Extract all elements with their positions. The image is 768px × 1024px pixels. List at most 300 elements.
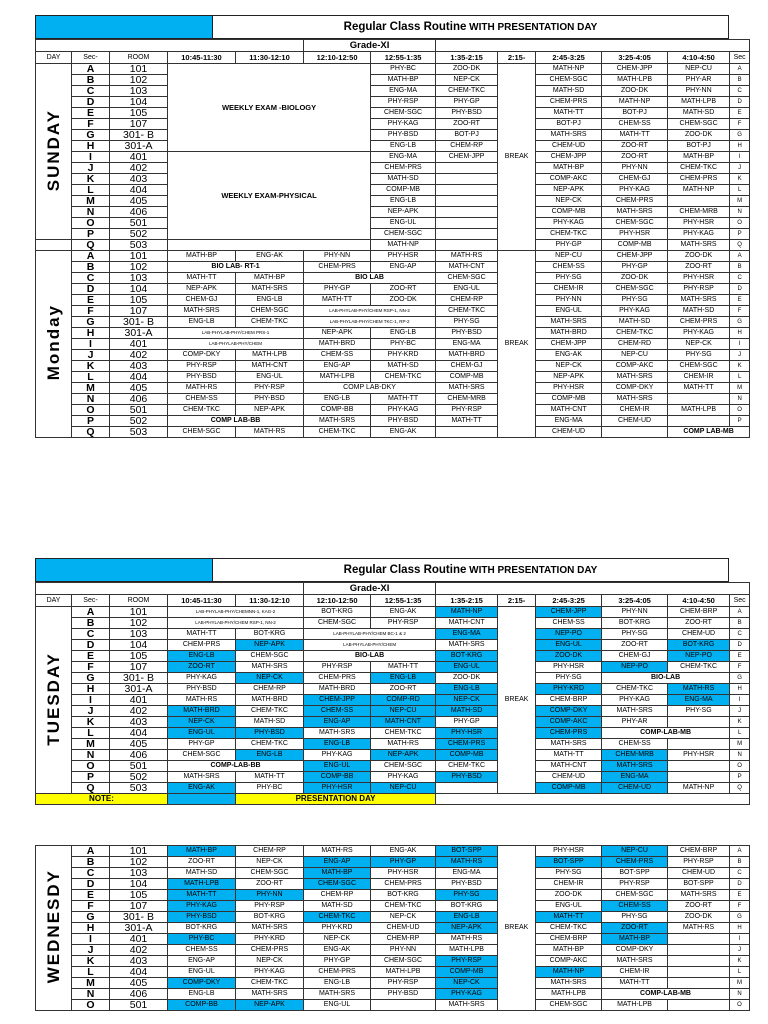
class-cell: MATH-SRS bbox=[536, 739, 602, 750]
class-cell: NEP-CK bbox=[168, 717, 236, 728]
section-cell: Q bbox=[72, 783, 110, 794]
class-cell: PHY-SG bbox=[536, 673, 602, 684]
table-row bbox=[36, 989, 750, 1000]
section-ref: N bbox=[730, 989, 750, 1000]
class-cell: CHEM-SS bbox=[536, 618, 602, 629]
class-cell: PHY-KAG bbox=[602, 306, 668, 317]
class-cell: NEP-CK bbox=[436, 978, 498, 989]
class-cell: CHEM-PRS bbox=[236, 945, 304, 956]
class-cell: BOT-PJ bbox=[602, 108, 668, 119]
class-cell: CHEM-SS bbox=[536, 262, 602, 273]
class-cell: NEP-APK bbox=[236, 1000, 304, 1011]
section-cell: J bbox=[72, 163, 110, 174]
class-cell: PHY-AR bbox=[602, 717, 668, 728]
class-cell bbox=[436, 174, 498, 185]
class-cell: MATH-RS bbox=[436, 934, 498, 945]
class-cell: ENG-AP bbox=[304, 857, 371, 868]
class-cell: MATH-CNT bbox=[371, 717, 436, 728]
table-row bbox=[36, 350, 750, 361]
class-cell: ENG-AK bbox=[371, 607, 436, 618]
class-cell: MATH-BP bbox=[602, 934, 668, 945]
break-cell: BREAK bbox=[498, 846, 536, 1011]
class-cell: ENG-UL bbox=[168, 967, 236, 978]
class-cell bbox=[668, 739, 730, 750]
class-cell: CHEM-UD bbox=[602, 783, 668, 794]
class-cell: MATH-TT bbox=[602, 130, 668, 141]
class-cell: CHEM-SGC bbox=[371, 761, 436, 772]
table-row bbox=[36, 251, 750, 262]
section-ref: I bbox=[730, 934, 750, 945]
class-cell: PHY-BSD bbox=[436, 772, 498, 783]
class-cell: PHY-GP bbox=[436, 97, 498, 108]
class-cell: PHY-BSD bbox=[371, 416, 436, 427]
class-cell: PHY-GP bbox=[304, 956, 371, 967]
section-cell: N bbox=[72, 394, 110, 405]
class-cell: MATH-SRS bbox=[236, 662, 304, 673]
class-cell: NEP-APK bbox=[436, 923, 498, 934]
section-ref: B bbox=[730, 618, 750, 629]
class-cell: COMP-MB bbox=[536, 394, 602, 405]
class-cell: MATH-SRS bbox=[602, 372, 668, 383]
class-cell: CHEM-GJ bbox=[602, 174, 668, 185]
table-row bbox=[36, 618, 750, 629]
class-cell: ENG-AP bbox=[168, 956, 236, 967]
section-ref: O bbox=[730, 218, 750, 229]
class-cell: MATH-SD bbox=[304, 901, 371, 912]
class-cell: CHEM-SGC bbox=[371, 108, 436, 119]
class-cell: CHEM-PRS bbox=[668, 317, 730, 328]
class-cell: MATH-SRS bbox=[536, 130, 602, 141]
class-cell: MATH-SRS bbox=[168, 306, 236, 317]
section-ref: J bbox=[730, 163, 750, 174]
room-cell: 103 bbox=[110, 629, 168, 640]
column-header: 3:25-4:05 bbox=[602, 595, 668, 607]
class-cell: COMP-MB bbox=[536, 207, 602, 218]
class-cell: MATH-RS bbox=[668, 923, 730, 934]
room-cell: 102 bbox=[110, 75, 168, 86]
section-cell: L bbox=[72, 728, 110, 739]
table-row bbox=[36, 640, 750, 651]
table-row bbox=[36, 416, 750, 427]
class-cell: ENG-LB bbox=[371, 673, 436, 684]
section-ref: H bbox=[730, 923, 750, 934]
class-cell: NEP-CU bbox=[371, 706, 436, 717]
class-cell: BOT-SPP bbox=[602, 868, 668, 879]
room-cell: 403 bbox=[110, 956, 168, 967]
section-cell: C bbox=[72, 868, 110, 879]
class-cell: MATH-LPB bbox=[168, 879, 236, 890]
table-row bbox=[36, 857, 750, 868]
class-cell: ENG-AK bbox=[536, 350, 602, 361]
lab-span: BIO LAB- RT-1 bbox=[168, 262, 304, 273]
table-row bbox=[36, 967, 750, 978]
section-cell: A bbox=[72, 64, 110, 75]
class-cell: COMP-DKY bbox=[536, 706, 602, 717]
column-header: 10:45-11:30 bbox=[168, 595, 236, 607]
grade-spacer bbox=[436, 583, 750, 595]
class-cell: ENG-MA bbox=[436, 339, 498, 350]
class-cell: CHEM-RP bbox=[436, 295, 498, 306]
column-header: Sec bbox=[730, 52, 750, 64]
class-cell: PHY-AR bbox=[668, 75, 730, 86]
class-cell: PHY-KAG bbox=[371, 772, 436, 783]
section-cell: O bbox=[72, 405, 110, 416]
room-cell: 404 bbox=[110, 185, 168, 196]
section-ref: L bbox=[730, 967, 750, 978]
routine-title: Regular Class Routine WITH PRESENTATION DAY bbox=[343, 21, 598, 33]
class-cell: PHY-BSD bbox=[436, 108, 498, 119]
class-cell bbox=[436, 783, 498, 794]
column-header: Sec bbox=[730, 595, 750, 607]
class-cell: MATH-TT bbox=[668, 383, 730, 394]
section-cell: K bbox=[72, 174, 110, 185]
table-row bbox=[36, 750, 750, 761]
class-cell: PHY-KAG bbox=[371, 119, 436, 130]
class-cell: ZOO-DK bbox=[602, 273, 668, 284]
table-row bbox=[36, 405, 750, 416]
room-cell: 301- B bbox=[110, 673, 168, 684]
note-label: NOTE: bbox=[36, 794, 168, 805]
class-cell: PHY-RSP bbox=[602, 879, 668, 890]
class-cell: CHEM-UD bbox=[602, 416, 668, 427]
section-ref: M bbox=[730, 196, 750, 207]
section-ref: I bbox=[730, 339, 750, 350]
class-cell: ENG-AK bbox=[371, 846, 436, 857]
class-cell: ZOO-DK bbox=[602, 86, 668, 97]
class-cell: PHY-NN bbox=[371, 945, 436, 956]
class-cell: CHEM-JPP bbox=[536, 152, 602, 163]
class-cell: MATH-LPB bbox=[668, 97, 730, 108]
room-cell: 107 bbox=[110, 119, 168, 130]
class-cell: PHY-GP bbox=[304, 284, 371, 295]
table-row bbox=[36, 383, 750, 394]
class-cell: PHY-NN bbox=[304, 251, 371, 262]
class-cell: NEP-CK bbox=[371, 912, 436, 923]
class-cell: PHY-SG bbox=[536, 273, 602, 284]
room-cell: 104 bbox=[110, 640, 168, 651]
weekly-exam-physical: WEEKLY EXAM-PHYSICAL bbox=[168, 152, 371, 240]
class-cell: PHY-GP bbox=[436, 717, 498, 728]
section-cell: Q bbox=[72, 240, 110, 251]
class-cell: ZOO-RT bbox=[668, 618, 730, 629]
section-ref: I bbox=[730, 152, 750, 163]
table-row bbox=[36, 934, 750, 945]
section-ref: G bbox=[730, 317, 750, 328]
class-cell: MATH-BP bbox=[536, 163, 602, 174]
column-header: 2:15- bbox=[498, 595, 536, 607]
room-cell: 501 bbox=[110, 405, 168, 416]
section-ref: M bbox=[730, 978, 750, 989]
class-cell: CHEM-IR bbox=[602, 967, 668, 978]
section-ref: C bbox=[730, 273, 750, 284]
section-cell: P bbox=[72, 229, 110, 240]
class-cell: ENG-LB bbox=[436, 684, 498, 695]
class-cell: CHEM-IR bbox=[536, 879, 602, 890]
section-ref: B bbox=[730, 857, 750, 868]
table-row bbox=[36, 607, 750, 618]
class-cell: CHEM-SGC bbox=[668, 119, 730, 130]
room-cell: 102 bbox=[110, 262, 168, 273]
room-cell: 403 bbox=[110, 717, 168, 728]
room-cell: 503 bbox=[110, 783, 168, 794]
class-cell: PHY-BSD bbox=[436, 879, 498, 890]
class-cell: CHEM-UD bbox=[371, 923, 436, 934]
class-cell: ENG-UL bbox=[536, 306, 602, 317]
lab-span: LAB-PHYLAB-PHY/CHEM PRS-1 bbox=[168, 328, 304, 339]
grade-spacer bbox=[36, 583, 304, 595]
lab-span: LAB-PHYLAB-PHY/CHEM bbox=[304, 640, 436, 651]
table-row bbox=[36, 174, 750, 185]
class-cell: CHEM-SS bbox=[602, 739, 668, 750]
class-cell: ENG-UL bbox=[236, 372, 304, 383]
section-cell: B bbox=[72, 618, 110, 629]
class-cell: CHEM-GJ bbox=[168, 295, 236, 306]
day-cell bbox=[36, 240, 72, 251]
class-cell: CHEM-TKC bbox=[236, 317, 304, 328]
class-cell: CHEM-GJ bbox=[436, 361, 498, 372]
class-cell: PHY-KAG bbox=[668, 328, 730, 339]
class-cell: BOT-PJ bbox=[668, 141, 730, 152]
table-row bbox=[36, 141, 750, 152]
class-cell: ZOO-RT bbox=[602, 923, 668, 934]
class-cell: CHEM-TKC bbox=[602, 328, 668, 339]
class-cell: MATH-SD bbox=[668, 306, 730, 317]
class-cell: MATH-SD bbox=[436, 706, 498, 717]
class-cell: BOT-KRG bbox=[168, 923, 236, 934]
class-cell: ENG-LB bbox=[304, 394, 371, 405]
class-cell: MATH-SRS bbox=[436, 1000, 498, 1011]
class-cell: MATH-BRD bbox=[436, 350, 498, 361]
section-cell: A bbox=[72, 251, 110, 262]
class-cell: CHEM-MRB bbox=[602, 750, 668, 761]
class-cell: PHY-BSD bbox=[371, 989, 436, 1000]
class-cell: NEP-CU bbox=[602, 350, 668, 361]
class-cell: COMP-DKY bbox=[602, 383, 668, 394]
class-cell: MATH-SD bbox=[536, 86, 602, 97]
section-cell: K bbox=[72, 361, 110, 372]
class-cell: PHY-RSP bbox=[371, 97, 436, 108]
class-cell: ZOO-RT bbox=[602, 152, 668, 163]
class-cell: PHY-SG bbox=[602, 295, 668, 306]
table-row bbox=[36, 706, 750, 717]
class-cell: NEP-CK bbox=[436, 75, 498, 86]
class-cell: PHY-HSR bbox=[668, 273, 730, 284]
class-cell: ZOO-DK bbox=[436, 673, 498, 684]
section-cell: I bbox=[72, 695, 110, 706]
room-cell: 404 bbox=[110, 728, 168, 739]
section-cell: P bbox=[72, 416, 110, 427]
class-cell: CHEM-UD bbox=[536, 427, 602, 438]
column-header: Sec- bbox=[72, 595, 110, 607]
room-cell: 101 bbox=[110, 846, 168, 857]
class-cell: MATH-NP bbox=[668, 783, 730, 794]
table-row bbox=[36, 262, 750, 273]
class-cell: ZOO-DK bbox=[668, 130, 730, 141]
class-cell bbox=[668, 978, 730, 989]
class-cell: PHY-RSP bbox=[236, 383, 304, 394]
room-cell: 403 bbox=[110, 361, 168, 372]
room-cell: 301-A bbox=[110, 328, 168, 339]
class-cell: CHEM-PRS bbox=[371, 879, 436, 890]
class-cell: COMP-MB bbox=[536, 783, 602, 794]
class-cell: ENG-LB bbox=[168, 317, 236, 328]
class-cell: MATH-SRS bbox=[602, 956, 668, 967]
class-cell: ENG-UL bbox=[304, 761, 371, 772]
class-cell: CHEM-RD bbox=[602, 339, 668, 350]
table-row bbox=[36, 772, 750, 783]
column-header: 12:55-1:35 bbox=[371, 52, 436, 64]
class-cell: MATH-CNT bbox=[436, 618, 498, 629]
table-row bbox=[36, 64, 750, 75]
class-cell: CHEM-SGC bbox=[602, 890, 668, 901]
room-cell: 103 bbox=[110, 86, 168, 97]
column-header: 2:15- bbox=[498, 52, 536, 64]
class-cell: MATH-TT bbox=[168, 890, 236, 901]
room-cell: 104 bbox=[110, 97, 168, 108]
column-header: 4:10-4:50 bbox=[668, 595, 730, 607]
class-cell: MATH-BRD bbox=[304, 684, 371, 695]
class-cell: MATH-SRS bbox=[536, 978, 602, 989]
section-cell: F bbox=[72, 119, 110, 130]
section-cell: E bbox=[72, 890, 110, 901]
table-row bbox=[36, 879, 750, 890]
class-cell: MATH-LPB bbox=[304, 372, 371, 383]
class-cell: CHEM-SGC bbox=[236, 651, 304, 662]
class-cell: CHEM-JPP bbox=[536, 339, 602, 350]
class-cell: NEP-APK bbox=[304, 328, 371, 339]
room-cell: 101 bbox=[110, 251, 168, 262]
section-cell: M bbox=[72, 978, 110, 989]
column-header: Sec- bbox=[72, 52, 110, 64]
section-ref: E bbox=[730, 651, 750, 662]
class-cell: PHY-HSR bbox=[536, 662, 602, 673]
room-cell: 102 bbox=[110, 618, 168, 629]
section-ref: P bbox=[730, 229, 750, 240]
class-cell: MATH-CNT bbox=[436, 262, 498, 273]
class-cell: PHY-RSP bbox=[371, 978, 436, 989]
section-cell: C bbox=[72, 273, 110, 284]
class-cell: PHY-GP bbox=[168, 739, 236, 750]
class-cell: MATH-RS bbox=[436, 251, 498, 262]
routine-block-3 bbox=[35, 845, 742, 1011]
column-header: ROOM bbox=[110, 595, 168, 607]
class-cell: ZOO-RT bbox=[371, 284, 436, 295]
class-cell: PHY-BSD bbox=[168, 684, 236, 695]
section-ref: I bbox=[730, 695, 750, 706]
section-ref: D bbox=[730, 97, 750, 108]
class-cell: CHEM-MRB bbox=[436, 394, 498, 405]
table-row bbox=[36, 662, 750, 673]
class-cell: PHY-KAG bbox=[168, 901, 236, 912]
room-cell: 404 bbox=[110, 967, 168, 978]
class-cell: ZOO-RT bbox=[602, 141, 668, 152]
section-ref: K bbox=[730, 956, 750, 967]
column-header: 11:30-12:10 bbox=[236, 52, 304, 64]
class-cell: PHY-RSP bbox=[436, 405, 498, 416]
class-cell: MATH-LPB bbox=[602, 75, 668, 86]
table-row bbox=[36, 684, 750, 695]
section-ref: A bbox=[730, 64, 750, 75]
class-cell: MATH-RS bbox=[668, 684, 730, 695]
class-cell: CHEM-PRS bbox=[602, 196, 668, 207]
class-cell: CHEM-MRB bbox=[668, 207, 730, 218]
class-cell: CHEM-SGC bbox=[304, 618, 371, 629]
class-cell bbox=[602, 427, 668, 438]
room-cell: 105 bbox=[110, 651, 168, 662]
room-cell: 301- B bbox=[110, 912, 168, 923]
class-cell bbox=[668, 394, 730, 405]
class-cell: NEP-CK bbox=[436, 695, 498, 706]
section-cell: N bbox=[72, 989, 110, 1000]
class-cell: MATH-TT bbox=[236, 772, 304, 783]
class-cell: CHEM-JPP bbox=[304, 695, 371, 706]
section-cell: E bbox=[72, 651, 110, 662]
table-row bbox=[36, 651, 750, 662]
section-cell: G bbox=[72, 912, 110, 923]
class-cell: CHEM-PRS bbox=[304, 967, 371, 978]
class-cell bbox=[371, 1000, 436, 1011]
routine-title: Regular Class Routine WITH PRESENTATION DAY bbox=[343, 564, 598, 576]
class-cell: ENG-LB bbox=[436, 912, 498, 923]
class-cell: ZOO-RT bbox=[371, 684, 436, 695]
lab-span: LAB-PHYLAB-PHY/CHEM TKC-1, RP-2 bbox=[304, 317, 436, 328]
class-cell bbox=[668, 1000, 730, 1011]
section-cell: N bbox=[72, 207, 110, 218]
class-cell bbox=[436, 240, 498, 251]
class-cell: NEP-CU bbox=[536, 251, 602, 262]
table-row bbox=[36, 273, 750, 284]
section-cell: O bbox=[72, 218, 110, 229]
section-cell: E bbox=[72, 295, 110, 306]
class-cell: CHEM-SGC bbox=[168, 750, 236, 761]
class-cell: ENG-AK bbox=[236, 251, 304, 262]
section-ref: M bbox=[730, 383, 750, 394]
class-cell: MATH-TT bbox=[436, 416, 498, 427]
section-cell: N bbox=[72, 750, 110, 761]
section-ref: A bbox=[730, 607, 750, 618]
class-cell bbox=[668, 967, 730, 978]
table-row bbox=[36, 163, 750, 174]
class-cell: CHEM-PRS bbox=[304, 673, 371, 684]
class-cell: NEP-PO bbox=[536, 629, 602, 640]
room-cell: 301-A bbox=[110, 923, 168, 934]
class-cell: ENG-UL bbox=[371, 218, 436, 229]
section-ref: H bbox=[730, 141, 750, 152]
lab-span: COMP-LAB-MB bbox=[602, 728, 730, 739]
class-cell: CHEM-TKC bbox=[536, 229, 602, 240]
section-ref: D bbox=[730, 640, 750, 651]
class-cell: MATH-BRD bbox=[236, 695, 304, 706]
section-cell: A bbox=[72, 607, 110, 618]
table-row bbox=[36, 956, 750, 967]
room-cell: 404 bbox=[110, 372, 168, 383]
class-cell: CHEM-JPP bbox=[436, 152, 498, 163]
room-cell: 501 bbox=[110, 218, 168, 229]
class-cell: MATH-NP bbox=[602, 97, 668, 108]
header-row bbox=[36, 595, 750, 607]
presentation-day-label: PRESENTATION DAY bbox=[236, 794, 436, 805]
class-cell: PHY-SG bbox=[668, 706, 730, 717]
column-header: 4:10-4:50 bbox=[668, 52, 730, 64]
class-cell: MATH-RS bbox=[236, 427, 304, 438]
class-cell: NEP-PO bbox=[668, 651, 730, 662]
section-ref: J bbox=[730, 706, 750, 717]
class-cell: NEP-PO bbox=[602, 662, 668, 673]
table-row bbox=[36, 86, 750, 97]
section-cell: F bbox=[72, 662, 110, 673]
table-row bbox=[36, 1000, 750, 1011]
class-cell: CHEM-IR bbox=[536, 284, 602, 295]
